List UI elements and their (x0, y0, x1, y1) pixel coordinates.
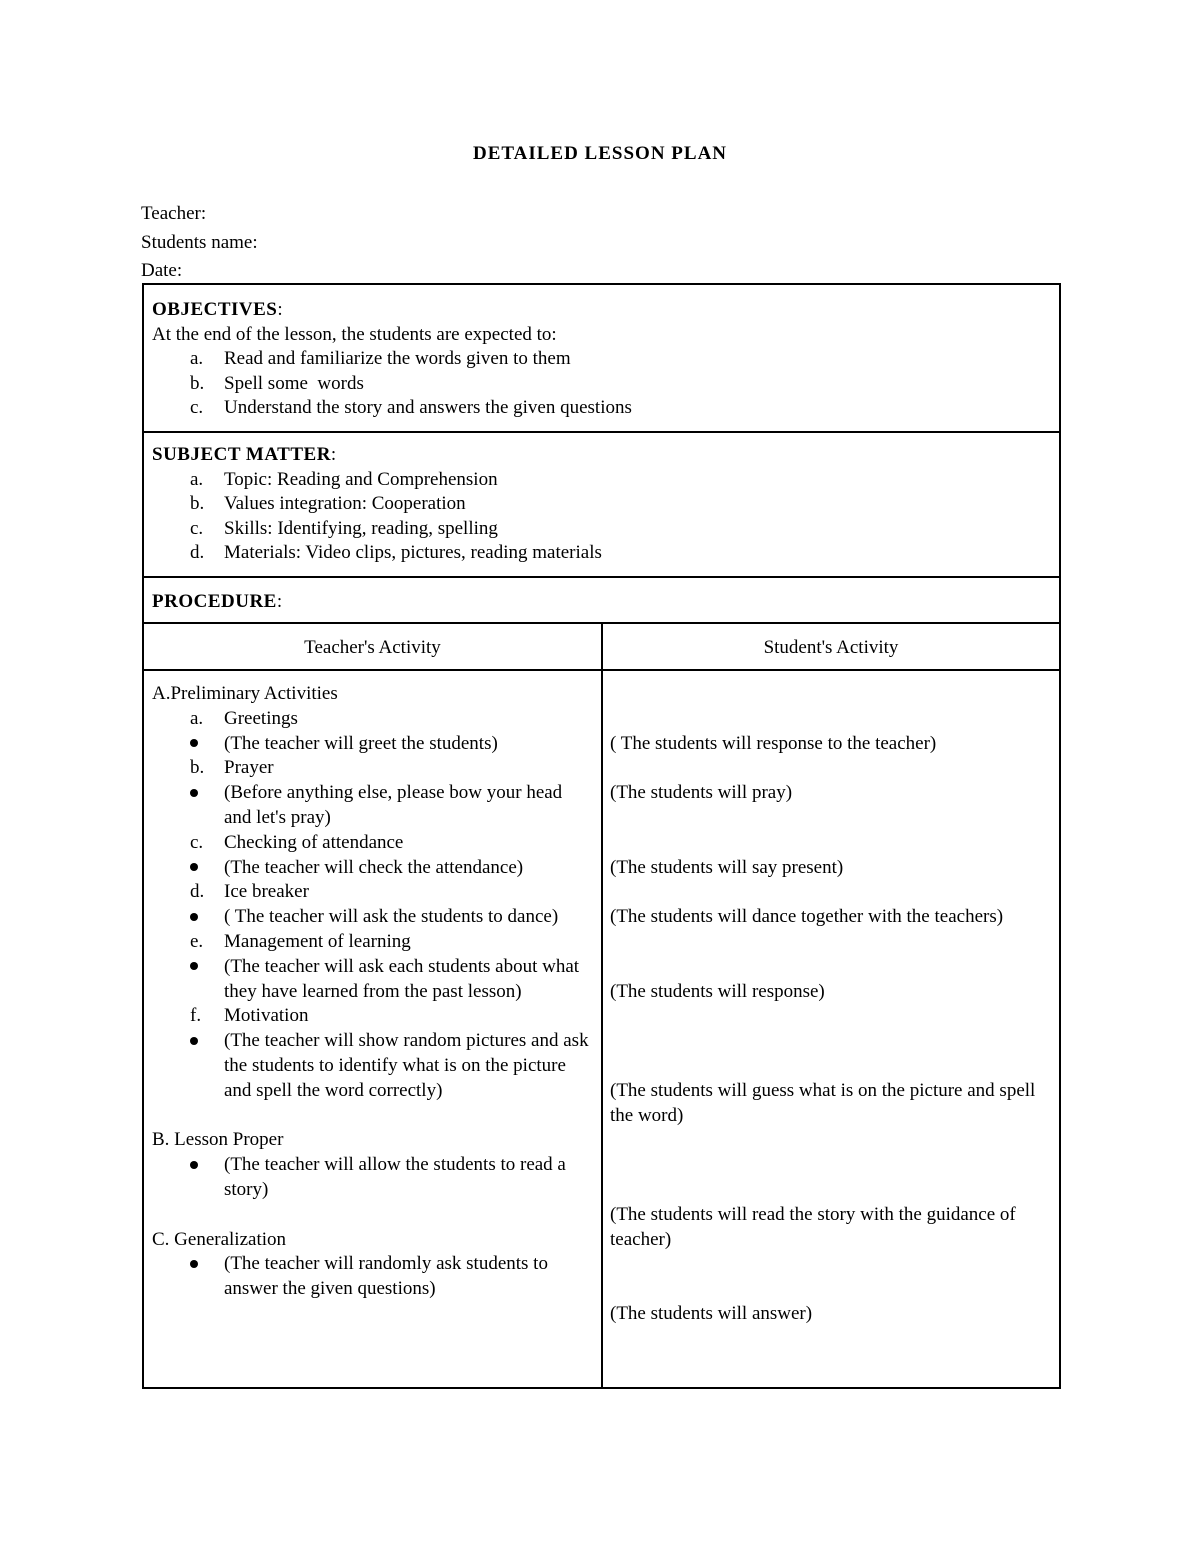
subject-marker: d. (190, 542, 205, 563)
subject-item (152, 517, 602, 542)
bullet-icon (190, 863, 198, 871)
objective-marker: c. (190, 397, 204, 418)
column-divider (601, 622, 603, 1389)
activity-label-text: Prayer (224, 757, 274, 779)
activity-label (152, 707, 592, 732)
activity-marker: a. (190, 707, 204, 729)
activity-marker: f. (190, 1005, 202, 1027)
student-activity: (The students will answer) (610, 1303, 813, 1324)
activity-label (152, 880, 592, 905)
bullet-icon (190, 1260, 198, 1268)
teacher-activity-text: (The teacher will show random pictures and ask the students to identify what is on the picture and spell the word correctly) (224, 1030, 589, 1101)
teacher-activity (152, 905, 592, 930)
teacher-activity-text: ( The teacher will ask the students to dance) (224, 906, 559, 928)
activity-label-text: Greetings (224, 707, 298, 729)
teacher-activity-text: (The teacher will randomly ask students to answer the given questions) (224, 1253, 548, 1300)
subject-marker: c. (190, 517, 204, 539)
lesson-proper-heading: B. Lesson Proper (152, 1129, 284, 1151)
objective-text: Read and familiarize the words given to them (224, 348, 571, 369)
objectives-heading: OBJECTIVES (152, 299, 278, 320)
divider (144, 431, 1059, 433)
activity-label-text: Checking of attendance (224, 831, 404, 853)
divider (144, 576, 1059, 578)
student-activity: (The students will say present) (610, 857, 844, 878)
bullet-icon (190, 739, 198, 747)
objective-marker: a. (190, 348, 204, 369)
teacher-activity-text: (Before anything else, please bow your head and let's pray) (224, 782, 563, 828)
objective-item (152, 396, 632, 421)
teacher-activity-text: (The teacher will greet the students) (224, 732, 498, 754)
objectives-intro: At the end of the lesson, the students are expected to: (152, 323, 557, 345)
activity-marker: d. (190, 881, 205, 903)
teacher-activity-text: (The teacher will ask each students about what they have learned from the past lesson) (224, 955, 580, 1002)
teacher-activity (152, 955, 592, 1005)
subject-item (152, 541, 602, 566)
activity-marker: c. (190, 831, 204, 853)
student-activity: (The students will response) (610, 981, 825, 1002)
activity-label (152, 831, 592, 856)
subject-item (152, 492, 602, 517)
students-name-field: Students name: (141, 231, 258, 253)
procedure-colon: : (276, 591, 283, 612)
subject-item (152, 468, 602, 493)
teacher-activity (152, 1252, 592, 1302)
subject-marker: b. (190, 493, 205, 514)
subject-matter-colon: : (330, 444, 337, 465)
bullet-icon (190, 1161, 198, 1169)
activity-marker: b. (190, 757, 205, 779)
subject-text: Topic: Reading and Comprehension (224, 468, 498, 490)
objectives-colon: : (277, 299, 283, 320)
teacher-activity-header: Teacher's Activity (304, 637, 441, 658)
preliminary-heading: A.Preliminary Activities (152, 683, 338, 704)
activity-label-text: Ice breaker (224, 881, 309, 903)
bullet-icon (190, 789, 198, 797)
activity-label (152, 930, 592, 955)
generalization-heading: C. Generalization (152, 1228, 287, 1250)
bullet-icon (190, 962, 198, 970)
teacher-activity (152, 732, 592, 757)
lesson-plan-table (142, 283, 1061, 1389)
student-activity: (The students will pray) (610, 782, 793, 803)
subject-marker: a. (190, 468, 204, 490)
teacher-activity-text: (The teacher will allow the students to read a story) (224, 1154, 566, 1200)
teacher-activity-column (152, 682, 592, 1302)
objective-item (152, 372, 632, 397)
subject-matter-section (152, 443, 602, 566)
activity-label (152, 756, 592, 781)
activity-label (152, 1004, 592, 1029)
objective-text: Understand the story and answers the given questions (224, 397, 632, 418)
teacher-activity (152, 1153, 592, 1203)
student-activity: (The students will read the story with the guidance of teacher) (610, 1204, 1016, 1250)
activity-marker: e. (190, 930, 204, 952)
objective-marker: b. (190, 372, 205, 394)
student-activity-header: Student's Activity (763, 637, 899, 658)
activity-label-text: Management of learning (224, 930, 411, 952)
activity-label-text: Motivation (224, 1005, 309, 1027)
teacher-activity-text: (The teacher will check the attendance) (224, 856, 524, 878)
teacher-activity (152, 781, 592, 831)
procedure-heading: PROCEDURE (152, 591, 277, 612)
objective-text: Spell some words (224, 372, 364, 394)
subject-text: Skills: Identifying, reading, spelling (224, 517, 498, 539)
date-field: Date: (141, 260, 183, 281)
student-activity: ( The students will response to the teacher) (610, 733, 937, 754)
document-title: DETAILED LESSON PLAN (472, 143, 728, 164)
teacher-field: Teacher: (141, 203, 207, 224)
objectives-section (152, 298, 632, 421)
teacher-activity (152, 1029, 592, 1103)
student-activity: (The students will dance together with the teachers) (610, 906, 1004, 927)
procedure-section (152, 590, 282, 615)
header-fields (141, 200, 258, 286)
subject-matter-heading: SUBJECT MATTER (152, 444, 331, 465)
subject-text: Values integration: Cooperation (224, 493, 466, 514)
objective-item (152, 347, 632, 372)
bullet-icon (190, 913, 198, 921)
teacher-activity (152, 856, 592, 881)
subject-text: Materials: Video clips, pictures, reading materials (224, 542, 602, 563)
bullet-icon (190, 1037, 198, 1045)
student-activity: (The students will guess what is on the picture and spell the word) (610, 1080, 1036, 1126)
